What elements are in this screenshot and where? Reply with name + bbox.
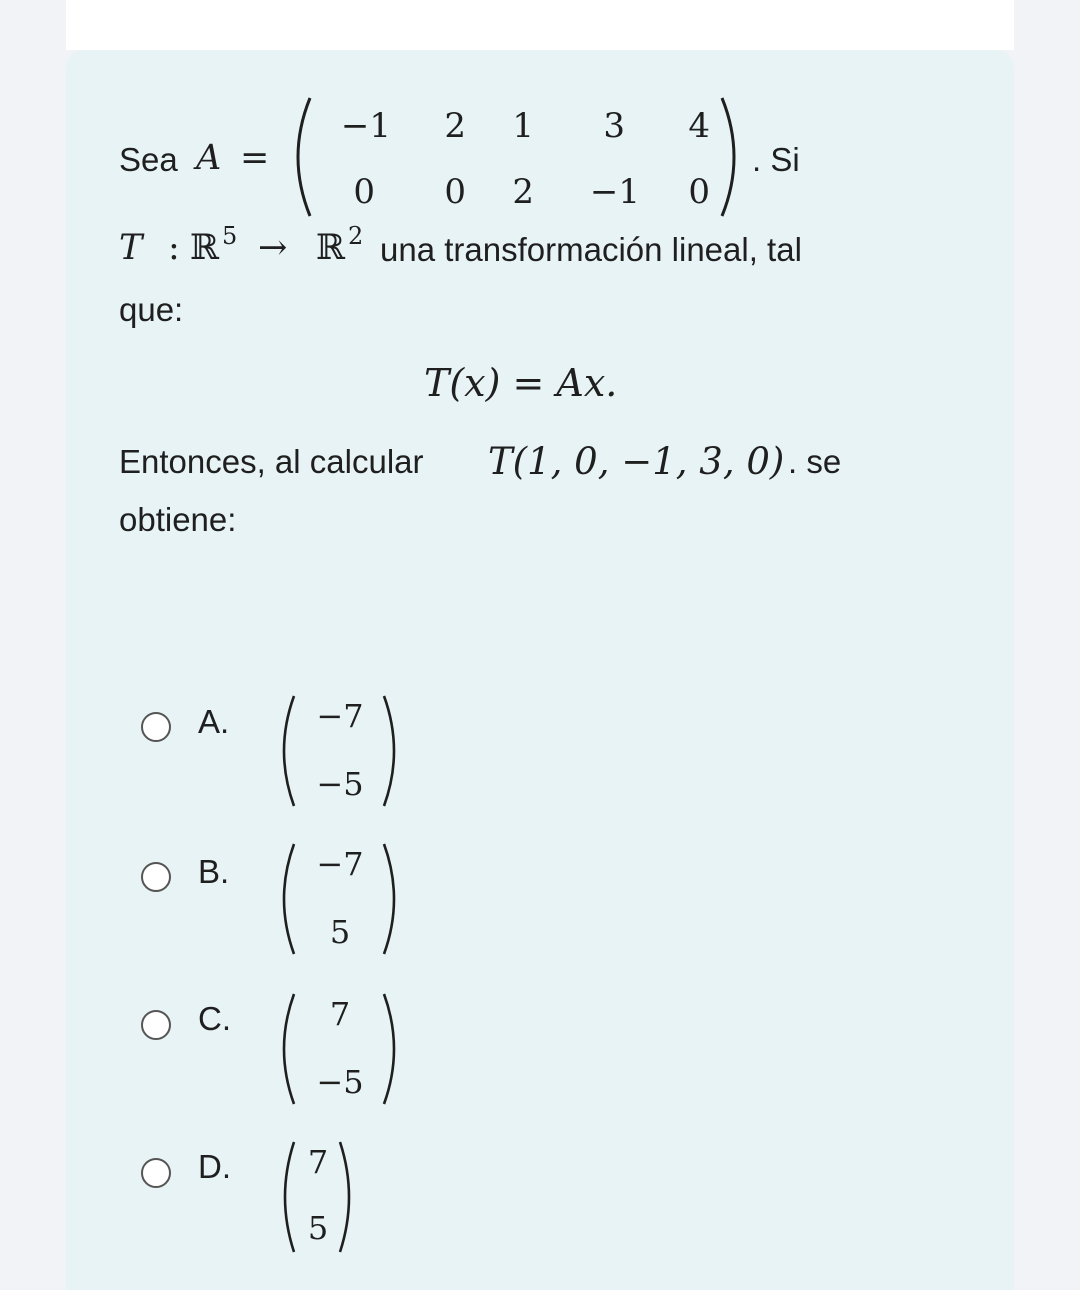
map-colon: : — [168, 228, 180, 268]
option-right-paren — [378, 840, 408, 958]
option-right-paren — [334, 1138, 362, 1256]
option-top-value: 7 — [329, 995, 351, 1033]
option-label: A. — [198, 703, 230, 740]
matrix-cell: 0 — [444, 172, 466, 212]
domain-exponent: 5 — [222, 222, 238, 250]
line5-math: T(1, 0, −1, 3, 0) — [488, 440, 785, 483]
equals-sign: = — [240, 138, 270, 178]
intro-text: Sea — [119, 141, 178, 178]
after-matrix-text: . Si — [752, 141, 800, 178]
matrix-cell: 0 — [688, 172, 710, 212]
option-bottom-value: −5 — [316, 1063, 364, 1101]
matrix-left-paren — [280, 92, 320, 222]
radio-option-b[interactable] — [141, 862, 171, 892]
option-top-value: −7 — [316, 697, 364, 735]
codomain-r: ℝ — [316, 228, 346, 268]
line3-text: que: — [119, 291, 184, 328]
matrix-cell: −1 — [589, 172, 640, 212]
option-left-paren — [270, 840, 300, 958]
option-bottom-value: 5 — [307, 1209, 329, 1247]
matrix-cell: 3 — [603, 106, 625, 146]
option-top-value: 7 — [307, 1143, 329, 1181]
matrix-cell: 1 — [512, 106, 534, 146]
radio-option-d[interactable] — [141, 1158, 171, 1188]
matrix-cell: 4 — [688, 106, 710, 146]
formula: T(x) = Ax. — [424, 361, 618, 405]
domain-r: ℝ — [190, 228, 220, 268]
option-label: D. — [198, 1148, 231, 1185]
option-right-paren — [378, 990, 408, 1108]
matrix-cell: 0 — [353, 172, 375, 212]
matrix-right-paren — [712, 92, 752, 222]
arrow-symbol: → — [258, 228, 288, 268]
option-left-paren — [270, 990, 300, 1108]
option-label: C. — [198, 1000, 231, 1037]
option-top-value: −7 — [316, 845, 364, 883]
matrix-cell: −1 — [340, 106, 391, 146]
map-t: T — [119, 228, 143, 268]
line5-prefix: Entonces, al calcular — [119, 443, 424, 480]
option-right-paren — [378, 692, 408, 810]
line5-suffix: . se — [788, 443, 842, 480]
page-top-strip — [66, 0, 1014, 50]
matrix-cell: 2 — [512, 172, 534, 212]
codomain-exponent: 2 — [348, 222, 364, 250]
radio-option-c[interactable] — [141, 1010, 171, 1040]
radio-option-a[interactable] — [141, 712, 171, 742]
matrix-name: A — [196, 138, 222, 178]
option-bottom-value: −5 — [316, 765, 364, 803]
option-label: B. — [198, 853, 230, 890]
option-bottom-value: 5 — [329, 913, 351, 951]
option-left-paren — [270, 692, 300, 810]
matrix-cell: 2 — [444, 106, 466, 146]
line6-text: obtiene: — [119, 501, 237, 538]
line2-text: una transformación lineal, tal — [380, 231, 802, 268]
